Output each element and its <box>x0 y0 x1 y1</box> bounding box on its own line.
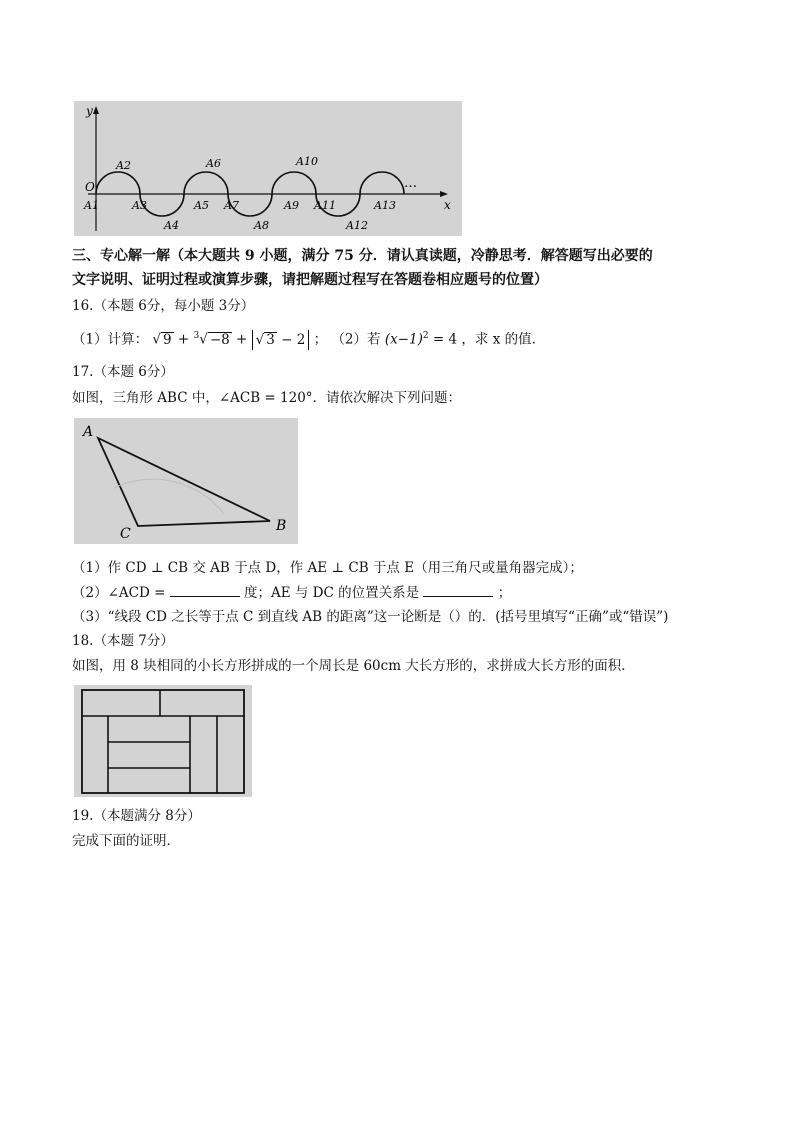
triangle-figure <box>74 418 298 544</box>
minus-two: − 2 <box>276 331 306 348</box>
point-label: A9 <box>284 199 299 212</box>
point-label: A6 <box>206 157 221 170</box>
point-label: A4 <box>164 219 179 232</box>
q17-part2-b: 度；AE 与 DC 的位置关系是 <box>244 585 420 601</box>
y-axis-label: y <box>86 104 93 118</box>
q19-stem: 完成下面的证明． <box>72 833 180 849</box>
point-label: A7 <box>224 199 239 212</box>
sqrt-symbol: √ <box>199 331 208 348</box>
point-label: A1 <box>84 199 99 212</box>
q16-p2-exp: 2 <box>422 331 429 341</box>
q16-sep: ； （2）若 <box>313 331 381 348</box>
section-heading-line1: 三、专心解一解（本大题共 9 小题，满分 75 分．请认真读题，冷静思考．解答题写出必要的 <box>72 248 653 264</box>
wave-figure <box>74 101 462 236</box>
ellipsis: … <box>404 176 417 191</box>
point-label: A13 <box>374 199 396 212</box>
sqrt-symbol: √ <box>152 331 161 348</box>
q16-header: 16.（本题 6分，每小题 3分） <box>72 298 255 314</box>
q19-header: 19.（本题满分 8分） <box>72 808 201 824</box>
answer-blank <box>170 582 240 597</box>
answer-blank <box>423 582 493 597</box>
vertex-a-label: A <box>83 424 94 440</box>
q17-part1: （1）作 CD ⊥ CB 交 AB 于点 D，作 AE ⊥ CB 于点 E（用三角尺或量角器完成）； <box>72 560 583 576</box>
q18-header: 18.（本题 7分） <box>72 633 174 649</box>
abs-expr <box>252 330 310 350</box>
cbrt-arg: −8 <box>209 331 230 348</box>
triangle-abc <box>74 418 298 544</box>
rectangles-figure <box>74 685 252 797</box>
q16-p2-expr: (x−1) <box>384 331 423 348</box>
q17-part2-a: （2）∠ACD = <box>72 585 166 601</box>
q17-stem: 如图，三角形 ABC 中，∠ACB = 120°．请依次解决下列问题： <box>72 390 462 406</box>
point-label: A5 <box>194 199 209 212</box>
point-label: A2 <box>116 159 131 172</box>
point-label: A8 <box>254 219 269 232</box>
vertex-c-label: C <box>120 526 131 542</box>
rectangle-tiling <box>74 685 252 797</box>
origin-label: O <box>85 180 95 194</box>
q17-part2-c: ； <box>497 585 512 601</box>
q17-part3: （3）“线段 CD 之长等于点 C 到直线 AB 的距离”这一论断是（）的．(括号里填写“正确”或“错误”) <box>72 609 669 625</box>
sqrt-arg: 3 <box>266 331 275 348</box>
point-label: A11 <box>314 199 336 212</box>
q16-p2-eq: = 4 <box>428 331 458 348</box>
point-label: A10 <box>296 155 318 168</box>
plus-sign: + <box>236 331 248 348</box>
q17-header: 17.（本题 6分） <box>72 364 174 380</box>
q17-part2 <box>72 582 511 603</box>
point-label: A3 <box>132 199 147 212</box>
sqrt-symbol: √ <box>255 331 265 348</box>
section-heading-line2: 文字说明、证明过程或演算步骤，请把解题过程写在答题卷相应题号的位置） <box>72 272 548 288</box>
wave-graph <box>74 101 462 236</box>
vertex-b-label: B <box>276 518 287 534</box>
q16-p1-prefix: （1）计算： <box>72 331 149 348</box>
x-axis-label: x <box>444 198 451 212</box>
plus-sign: + <box>177 331 190 348</box>
sqrt-arg: 9 <box>163 331 172 348</box>
q18-stem: 如图，用 8 块相同的小长方形拼成的一个周长是 60cm 大长方形的，求拼成大长方形的面积． <box>72 658 635 674</box>
q16-parts <box>72 326 545 350</box>
cbrt-index: 3 <box>193 331 200 341</box>
point-label: A12 <box>346 219 368 232</box>
q16-p2-suffix: ，求 x 的值． <box>461 331 546 348</box>
